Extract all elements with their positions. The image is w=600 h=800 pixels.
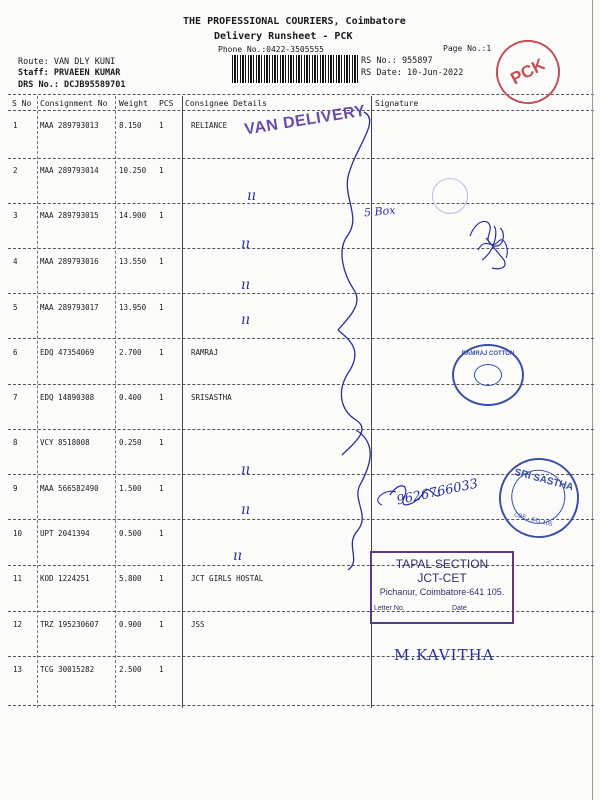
row-consignee: SRISASTHA — [191, 393, 232, 402]
row-weight: 0.250 — [119, 438, 142, 447]
ramraj-stamp — [452, 344, 524, 406]
row-consignment: EDQ 14890308 — [40, 393, 95, 402]
row-pcs: 1 — [159, 121, 164, 130]
row-weight: 2.700 — [119, 348, 142, 357]
pck-stamp: PCK — [485, 29, 572, 116]
row-weight: 0.500 — [119, 529, 142, 538]
row-consignment: MAA 289793016 — [40, 257, 99, 266]
brace-mark — [338, 112, 370, 330]
row-pcs: 1 — [159, 529, 164, 538]
row-consignment: MAA 289793017 — [40, 303, 99, 312]
row-consignee: RELIANCE — [191, 121, 228, 130]
row-weight: 13.550 — [119, 257, 147, 266]
signature-mark — [378, 491, 396, 505]
row-consignment: UPT 2041394 — [40, 529, 90, 538]
drs-number: DRS No.: DCJB95589701 — [18, 80, 126, 90]
row-consignee: JCT GIRLS HOSTAL — [191, 574, 264, 583]
brace-mark — [348, 430, 370, 570]
col-header-pcs: PCS — [159, 99, 174, 108]
company-name: THE PROFESSIONAL COURIERS, Coimbatore — [183, 16, 406, 27]
barcode — [232, 55, 358, 83]
boxes-note: 5 Box — [363, 203, 396, 220]
row-weight: 0.900 — [119, 620, 142, 629]
col-header-consignee: Consignee Details — [185, 99, 267, 108]
row-pcs: 1 — [159, 257, 164, 266]
tapal-stamp-line: JCT-CET — [417, 571, 467, 585]
phone-number: Phone No.:0422-3505555 — [218, 45, 324, 54]
srisastha-stamp-label: SRI SASTHA — [513, 466, 575, 494]
row-sno: 2 — [13, 166, 18, 175]
table-bottom-rule — [8, 705, 594, 706]
row-weight: 2.500 — [119, 665, 142, 674]
van-delivery-stamp: VAN DELIVERY — [243, 102, 367, 139]
srisastha-stamp-sub: CBE - 641 105 — [513, 512, 553, 529]
brace-mark — [338, 330, 362, 455]
row-consignment: MAA 289793014 — [40, 166, 99, 175]
row-weight: 1.500 — [119, 484, 142, 493]
staff-label: Staff: PRVAEEN KUMAR — [18, 68, 121, 78]
faint-stamp — [432, 178, 468, 214]
col-divider — [115, 96, 116, 708]
row-sno: 6 — [13, 348, 18, 357]
row-pcs: 1 — [159, 620, 164, 629]
row-pcs: 1 — [159, 665, 164, 674]
signature-mark — [478, 240, 507, 258]
row-weight: 8.150 — [119, 121, 142, 130]
tapal-stamp-line: Pichanur, Coimbatore-641 105. — [379, 587, 505, 597]
row-consignment: MAA 289793015 — [40, 211, 99, 220]
row-sno: 7 — [13, 393, 18, 402]
row-weight: 10.250 — [119, 166, 147, 175]
col-divider — [37, 96, 38, 708]
signature-mark — [482, 226, 505, 269]
tapal-stamp-line: TAPAL SECTION — [395, 557, 489, 571]
row-weight: 14.900 — [119, 211, 147, 220]
row-consignee: RAMRAJ — [191, 348, 219, 357]
row-sno: 9 — [13, 484, 18, 493]
ditto-mark: ıı — [241, 312, 250, 328]
row-sno: 3 — [13, 211, 18, 220]
row-pcs: 1 — [159, 166, 164, 175]
ditto-mark: ıı — [241, 277, 250, 293]
tapal-stamp-line: Letter No. — [374, 605, 405, 612]
rs-number: RS No.: 955897 — [361, 56, 433, 66]
row-consignment: TCG 30015282 — [40, 665, 95, 674]
ditto-mark: ıı — [233, 548, 242, 564]
page-number: Page No.:1 — [443, 44, 492, 53]
row-sno: 13 — [13, 665, 23, 674]
row-sno: 12 — [13, 620, 23, 629]
row-consignment: VCY 8518008 — [40, 438, 90, 447]
row-sno: 8 — [13, 438, 18, 447]
row-sno: 10 — [13, 529, 23, 538]
ramraj-stamp-inner-ring — [474, 364, 502, 386]
row-consignment: TRZ 195230607 — [40, 620, 99, 629]
ditto-mark: ıı — [241, 502, 250, 518]
row-pcs: 1 — [159, 211, 164, 220]
receiver-name: M.KAVITHA — [394, 646, 495, 664]
phone-note: 9626766033 — [395, 476, 480, 509]
ditto-mark: ıı — [241, 236, 250, 252]
row-pcs: 1 — [159, 348, 164, 357]
ditto-mark: ıı — [247, 188, 256, 204]
row-sno: 5 — [13, 303, 18, 312]
col-header-weight: Weight — [119, 99, 148, 108]
ditto-mark: ıı — [241, 462, 250, 478]
row-pcs: 1 — [159, 393, 164, 402]
row-weight: 13.950 — [119, 303, 147, 312]
row-sno: 1 — [13, 121, 18, 130]
tapal-section-stamp — [370, 551, 514, 624]
row-weight: 5.800 — [119, 574, 142, 583]
col-divider — [182, 96, 183, 708]
rs-date: RS Date: 10-Jun-2022 — [361, 68, 464, 78]
row-consignment: EDQ 47354069 — [40, 348, 95, 357]
row-pcs: 1 — [159, 303, 164, 312]
col-header-consignment: Consignment No — [40, 99, 108, 108]
col-header-signature: Signature — [375, 99, 419, 108]
ramraj-stamp-label: RAMRAJ COTTON — [461, 351, 515, 357]
route-label: Route: VAN DLY KUNI — [18, 57, 116, 67]
document-title: Delivery Runsheet - PCK — [214, 31, 353, 42]
tapal-stamp-line: Date — [452, 605, 467, 612]
row-weight: 0.400 — [119, 393, 142, 402]
row-pcs: 1 — [159, 438, 164, 447]
row-pcs: 1 — [159, 484, 164, 493]
row-consignment: KOD 1224251 — [40, 574, 90, 583]
row-sno: 11 — [13, 574, 23, 583]
col-header-sno: S No — [12, 99, 32, 108]
signature-mark — [470, 221, 503, 246]
row-sno: 4 — [13, 257, 18, 266]
row-consignee: JSS — [191, 620, 205, 629]
row-consignment: MAA 289793013 — [40, 121, 99, 130]
row-consignment: MAA 566582490 — [40, 484, 99, 493]
row-pcs: 1 — [159, 574, 164, 583]
